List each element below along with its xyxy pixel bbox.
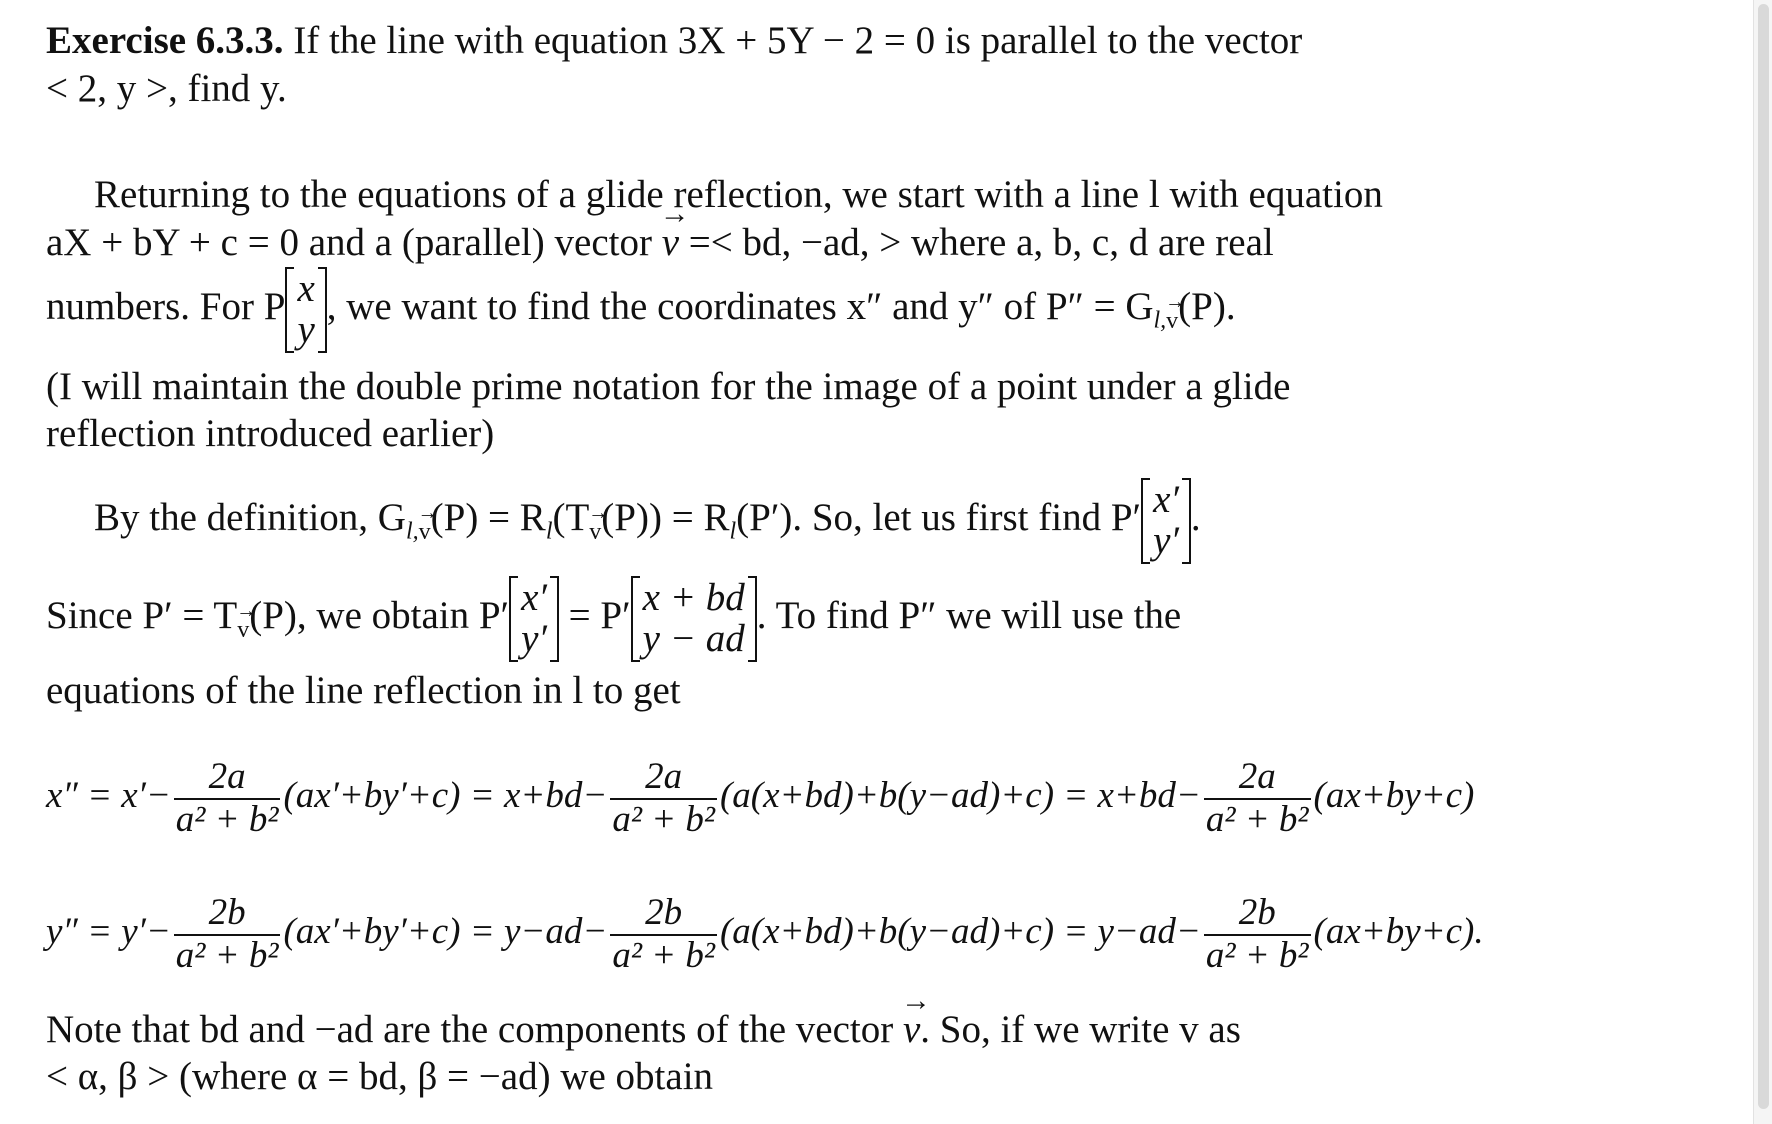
note-text: . So, if we write v as (920, 1008, 1241, 1051)
note-line-2: < α, β > (where α = bd, β = −ad) we obtain (46, 1055, 714, 1098)
vector-v-subscript-icon: → $_v$ (237, 617, 249, 643)
equation-text: x″ = x′− (46, 775, 171, 817)
note-text: Note that bd and −ad are the components of the vector (46, 1008, 903, 1051)
para1-line-4: (I will maintain the double prime notation for the image of a point under a glide (46, 365, 1291, 408)
para2-text: (P) = R (430, 495, 546, 539)
point-prime-matrix (1141, 478, 1191, 564)
fraction-denominator: a² + b² (612, 798, 715, 840)
matrix-entry: y′ (1153, 518, 1179, 562)
scrollbar-thumb[interactable] (1758, 4, 1769, 1109)
para3-text: (P), we obtain P′ (249, 593, 510, 637)
equation-text: y″ = y′− (46, 911, 171, 953)
para1-text: aX + bY + c = 0 and a (parallel) vector (46, 221, 662, 264)
point-matrix (285, 267, 326, 353)
equation-text: (a(x+bd)+b(y−ad)+c) = y−ad− (719, 911, 1201, 953)
matrix-entry: y (297, 307, 315, 351)
para1-line-3 (46, 267, 1236, 353)
fraction-denominator: a² + b² (1205, 934, 1309, 976)
equation-text: (a(x+bd)+b(y−ad)+c) = x+bd− (719, 775, 1201, 817)
vector-v-subscript-icon: → $_v$ (419, 519, 431, 545)
para3-text: Since P′ = T (46, 593, 238, 637)
fraction-denominator: a² + b² (1205, 798, 1309, 840)
equation-x-double-prime (46, 757, 1474, 840)
para3-text: = P′ (558, 593, 631, 637)
para3-line-1 (46, 576, 1181, 662)
para2-text: . (1190, 495, 1201, 539)
fraction-denominator: a² + b² (612, 934, 715, 976)
subscript: l (545, 518, 553, 545)
fraction (610, 757, 717, 840)
para2-text: (P)) = R (601, 495, 730, 539)
equation-text: (ax′+by′+c) = x+bd− (283, 775, 608, 817)
fraction-numerator: 2a (1238, 756, 1276, 797)
vector-v-symbol: → v (662, 222, 679, 265)
para1-text: , we want to find the coordinates x″ and y″ of P″ = G (326, 284, 1154, 328)
subscript: l (729, 518, 737, 545)
para1-text: numbers. For P (46, 284, 286, 328)
para2-text: By the definition, G (94, 495, 406, 539)
fraction-numerator: 2b (1238, 892, 1276, 933)
fraction-numerator: 2b (208, 892, 246, 933)
matrix-entry: y′ (521, 616, 547, 660)
vector-v-subscript-icon: → $_v$ (589, 519, 601, 545)
fraction (1204, 757, 1311, 840)
vertical-scrollbar[interactable] (1753, 0, 1772, 1124)
equation-text: (ax′+by′+c) = y−ad− (283, 911, 608, 953)
fraction-denominator: a² + b² (175, 934, 279, 976)
para1-line-2 (46, 222, 1274, 265)
matrix-entry: y − ad (642, 616, 745, 660)
exercise-text-1: If the line with equation 3X + 5Y − 2 = 0 is parallel to the vector (293, 19, 1303, 62)
exercise-label: Exercise 6.3.3. (46, 19, 284, 62)
fraction-denominator: a² + b² (175, 798, 279, 840)
equation-text: (ax+by+c) (1313, 775, 1475, 817)
para2-text: (P′). So, let us first find P′ (736, 495, 1142, 539)
vector-v-symbol: → v (903, 1009, 920, 1052)
exercise-line-2: < 2, y >, find y. (46, 67, 287, 110)
matrix-entry: x (297, 267, 315, 310)
para2-text: (T (552, 495, 590, 539)
fraction (174, 757, 281, 840)
exercise-line-1 (46, 20, 1302, 63)
fraction (1204, 893, 1311, 976)
point-prime-matrix (509, 576, 559, 662)
para1-line-5: reflection introduced earlier) (46, 412, 495, 455)
para2-line (94, 478, 1201, 564)
matrix-entry: x + bd (642, 576, 745, 619)
para1-text: =< bd, −ad, > where a, b, c, d are real (679, 221, 1274, 264)
matrix-entry: x′ (1153, 478, 1179, 521)
fraction-numerator: 2a (645, 756, 683, 797)
para1-line-1: Returning to the equations of a glide reflection, we start with a line l with equation (94, 173, 1383, 216)
para1-text: (P). (1178, 284, 1236, 328)
equation-y-double-prime (46, 893, 1484, 976)
para3-line-2: equations of the line reflection in l to get (46, 669, 681, 712)
translation-matrix (631, 576, 757, 662)
para3-text: . To find P″ we will use the (756, 593, 1182, 637)
fraction-numerator: 2b (645, 892, 683, 933)
note-line-1 (46, 1009, 1241, 1052)
fraction (174, 893, 281, 976)
vector-v-subscript-icon: → $_v$ (1166, 308, 1178, 334)
fraction-numerator: 2a (208, 756, 246, 797)
subscript: l, (405, 518, 419, 545)
fraction (610, 893, 717, 976)
matrix-entry: x′ (521, 576, 547, 619)
equation-text: (ax+by+c). (1313, 911, 1484, 953)
subscript: l, (1153, 307, 1167, 334)
